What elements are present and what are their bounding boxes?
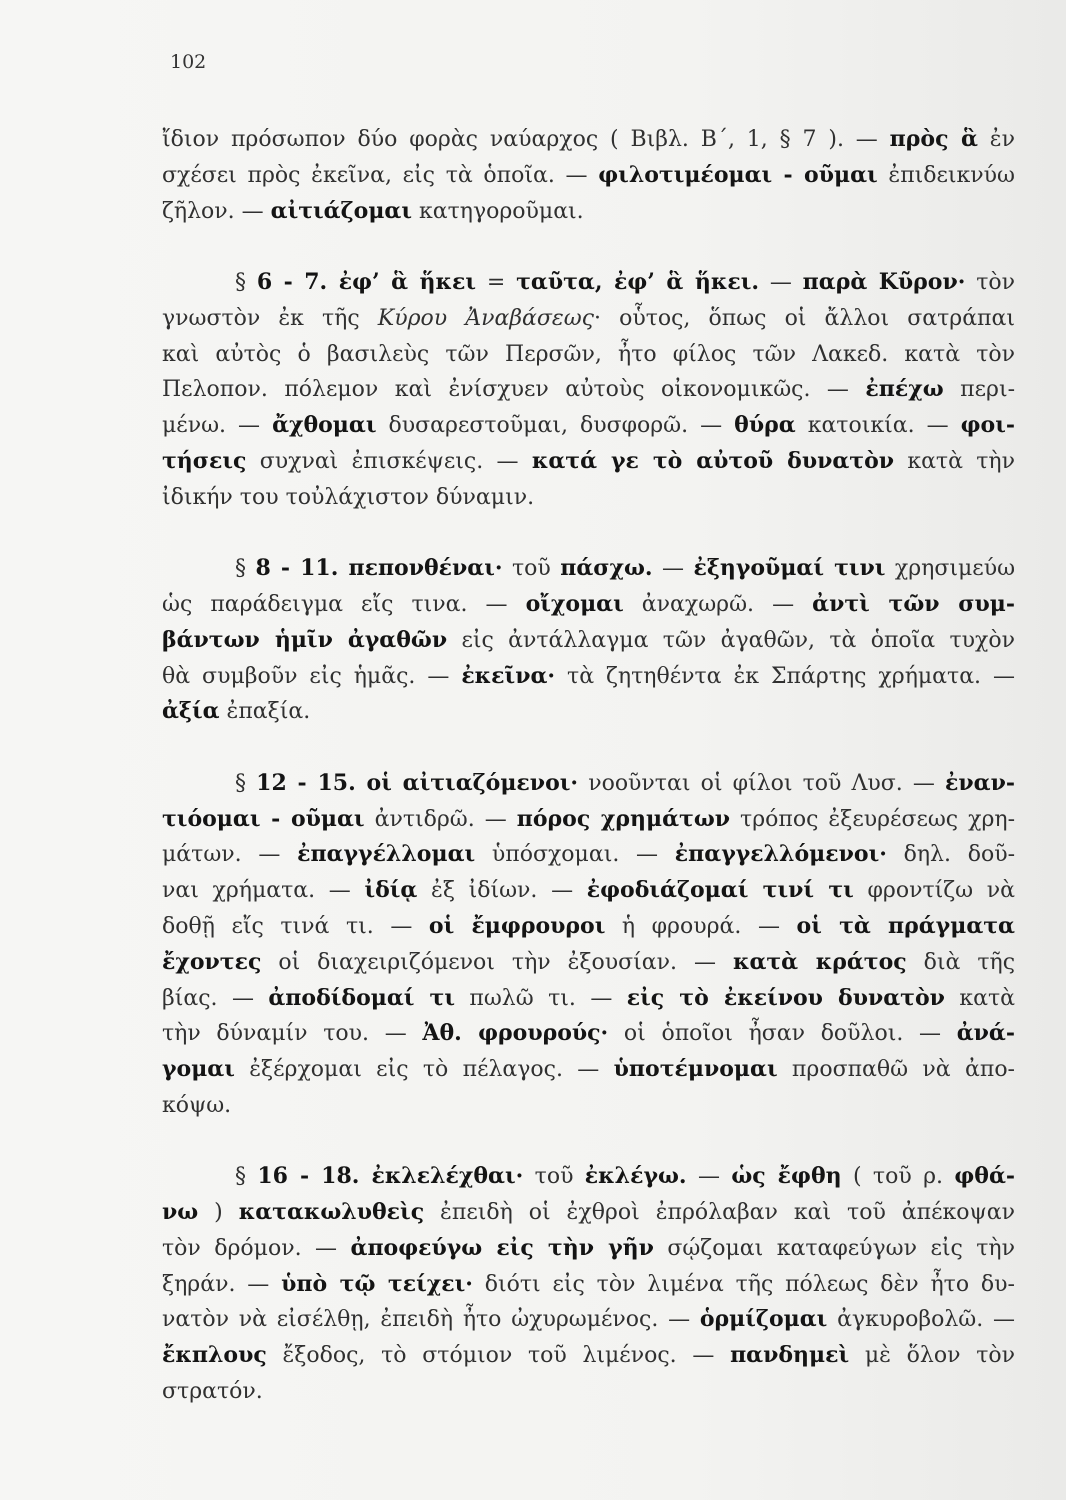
text-line	[162, 301, 1015, 337]
headword: ἐκεῖνα·	[461, 662, 556, 689]
commentary-text	[162, 122, 1015, 1410]
headword: ἀνά-	[956, 1020, 1015, 1047]
headword: φοι-	[960, 412, 1015, 439]
text-line	[162, 909, 1015, 945]
body-text: μάτων. —	[162, 842, 298, 868]
headword: εἰς τὸ ἐκείνου δυνατὸν	[626, 984, 945, 1011]
headword: ἔχοντες	[162, 948, 262, 975]
headword: πρὸς ἃ	[889, 126, 978, 152]
body-text: τρόπος ἐξευρέσεως χρη-	[730, 806, 1016, 832]
headword: γομαι	[162, 1056, 235, 1083]
body-text: ὡς παράδειγμα εἴς τινα. —	[162, 591, 526, 617]
text-line	[162, 122, 1015, 158]
headword: 12 - 15. οἱ αἰτιαζόμενοι·	[256, 769, 579, 796]
headword: πανδημεὶ	[730, 1342, 850, 1369]
body-text: Πελοπον. πόλεμον καὶ ἐνίσχυεν αὐτοὺς οἰκονομικῶς. —	[162, 377, 866, 403]
body-text: θὰ συμβοῦν εἰς ἡμᾶς. —	[162, 663, 462, 689]
text-line	[162, 1088, 1015, 1124]
headword: οἱ ἔμφρουροι	[428, 912, 606, 939]
body-text: ζῆλον. —	[162, 198, 271, 224]
headword: πάσχω.	[560, 555, 653, 582]
text-line	[162, 802, 1015, 838]
body-text: §	[235, 556, 256, 582]
headword: ὑποτέμνομαι	[613, 1056, 778, 1083]
body-text: τοῦ	[502, 556, 561, 582]
body-text: τοῦ	[523, 1164, 585, 1190]
book-title: Κύρου Ἀναβάσεως	[377, 305, 594, 331]
headword: ἐναν-	[945, 769, 1016, 796]
body-text: —	[686, 1164, 732, 1190]
commentary-section	[162, 766, 1015, 1124]
body-text: βίας. —	[162, 985, 269, 1011]
body-text: διότι εἰς τὸν λιμένα τῆς πόλεως δὲν ἦτο δυ-	[472, 1271, 1015, 1297]
headword: βάντων ἡμῖν ἀγαθῶν	[162, 626, 448, 653]
text-line	[162, 945, 1015, 981]
text-line	[162, 1159, 1015, 1195]
body-text: ἐν	[977, 127, 1015, 152]
text-line	[162, 1052, 1015, 1088]
body-text: συχναὶ ἐπισκέψεις. —	[246, 448, 532, 474]
body-text: τὴν δύναμίν του. —	[162, 1021, 423, 1047]
headword: ἐφοδιάζομαί τινί τι	[586, 877, 854, 904]
headword: νω	[162, 1199, 199, 1226]
body-text: προσπαθῶ νὰ ἀπο-	[777, 1057, 1015, 1083]
headword: ἐπαγγελλόμενοι·	[674, 841, 887, 868]
headword: ἐξηγοῦμαί τινι	[693, 555, 886, 582]
body-text: φροντίζω νὰ	[853, 878, 1016, 904]
body-text: πωλῶ τι. —	[454, 985, 627, 1011]
commentary-section	[162, 122, 1015, 229]
headword: φιλοτιμέομαι - οῦμαι	[598, 161, 878, 188]
text-line	[162, 194, 1015, 230]
text-line	[162, 837, 1015, 873]
body-text: —	[652, 556, 694, 582]
commentary-section	[162, 551, 1015, 730]
body-text: ἐπιδεικνύω	[877, 162, 1015, 188]
body-text: περι-	[943, 377, 1016, 403]
headword: ἐκλέγω.	[584, 1163, 687, 1190]
text-line	[162, 873, 1015, 909]
text-line	[162, 337, 1015, 373]
headword: ἀξία	[162, 698, 220, 725]
body-text: γνωστὸν ἐκ τῆς	[162, 305, 378, 331]
text-line	[162, 444, 1015, 480]
body-text: κατοικία. —	[795, 413, 961, 439]
headword: ἀποφεύγω εἰς τὴν γῆν	[350, 1234, 654, 1261]
text-line	[162, 766, 1015, 802]
text-line	[162, 587, 1015, 623]
headword: κατὰ κράτος	[732, 948, 907, 975]
body-text: τὰ ζητηθέντα ἐκ Σπάρτης χρήματα. —	[555, 663, 1016, 689]
body-text: ἐπαξία.	[219, 699, 311, 725]
body-text: οἱ ὁποῖοι ἦσαν δοῦλοι. —	[608, 1021, 957, 1047]
text-line	[162, 408, 1015, 444]
body-text: ἐπειδὴ οἱ ἐχθροὶ ἐπρόλαβαν καὶ τοῦ ἀπέκοψαν	[424, 1200, 1015, 1226]
body-text: )	[198, 1200, 239, 1226]
body-text: ναι χρήματα. —	[162, 878, 365, 904]
body-text: ἔξοδος, τὸ στόμιον τοῦ λιμένος. —	[266, 1343, 731, 1369]
body-text: τὸν	[965, 269, 1015, 295]
body-text: · οὗτος, ὅπως οἱ ἄλλοι σατράπαι	[594, 305, 1015, 331]
body-text: §	[235, 770, 257, 796]
headword: ἰδίᾳ	[364, 877, 418, 904]
body-text: χρησιμεύω	[885, 556, 1016, 582]
headword: 16 - 18. ἐκλελέχθαι·	[257, 1163, 524, 1190]
body-text: καὶ αὐτὸς ὁ βασιλεὺς τῶν Περσῶν, ἦτο φίλος τῶν Λακεδ. κατὰ τὸν	[162, 341, 1015, 367]
body-text: ἀντιδρῶ. —	[364, 806, 517, 832]
headword: αἰτιάζομαι	[270, 197, 412, 224]
body-text: κατὰ τὴν	[894, 448, 1015, 474]
body-text: ἐξ ἰδίων. —	[417, 878, 587, 904]
body-text: σχέσει πρὸς ἐκεῖνα, εἰς τὰ ὁποῖα. —	[162, 162, 599, 188]
headword: ἀποδίδομαί τι	[268, 984, 455, 1011]
headword: τιόομαι - οῦμαι	[162, 805, 365, 832]
headword: 8 - 11. πεπονθέναι·	[255, 555, 503, 582]
body-text: κατηγοροῦμαι.	[412, 198, 584, 224]
headword: παρὰ Κῦρον·	[802, 268, 966, 295]
body-text: κόψω.	[162, 1092, 232, 1118]
headword: ἔκπλους	[162, 1342, 267, 1369]
headword: 6 - 7. ἐφ’ ἃ ἥκει	[256, 268, 477, 295]
text-line	[162, 265, 1015, 301]
body-text: μὲ ὅλον τὸν	[849, 1343, 1015, 1369]
body-text: ( τοῦ ρ.	[841, 1164, 955, 1190]
text-line	[162, 623, 1015, 659]
text-line	[162, 1374, 1015, 1410]
headword: ὑπὸ τῷ τείχει·	[281, 1270, 473, 1297]
body-text: διὰ τῆς	[906, 949, 1016, 975]
headword: ἄχθομαι	[272, 412, 377, 439]
body-text: τὸν δρόμον. —	[162, 1235, 351, 1261]
body-text: σῴζομαι καταφεύγων εἰς τὴν	[653, 1235, 1015, 1261]
body-text: στρατόν.	[162, 1379, 263, 1405]
headword: ταῦτα, ἐφ’ ἃ ἥκει.	[516, 268, 760, 295]
headword: Ἀθ. φρουρούς·	[422, 1020, 609, 1047]
body-text: νατὸν νὰ εἰσέλθῃ, ἐπειδὴ ἦτο ὠχυρωμένος. —	[162, 1307, 700, 1333]
text-line	[162, 1338, 1015, 1374]
body-text: ἀναχωρῶ. —	[623, 591, 813, 617]
body-text: εἰς ἀντάλλαγμα τῶν ἀγαθῶν, τὰ ὁποῖα τυχὸν	[447, 627, 1015, 653]
headword: οἴχομαι	[525, 590, 624, 617]
headword: ὁρμίζομαι	[699, 1306, 828, 1333]
body-text: —	[759, 269, 803, 295]
text-line	[162, 551, 1015, 587]
body-text: =	[476, 269, 517, 295]
body-text: ἐξέρχομαι εἰς τὸ πέλαγος. —	[234, 1057, 614, 1083]
headword: οἱ τὰ πράγματα	[796, 912, 1015, 939]
headword: φθά-	[954, 1163, 1015, 1190]
headword: ἐπαγγέλλομαι	[297, 841, 476, 868]
headword: πόρος χρημάτων	[516, 805, 731, 832]
body-text: §	[235, 269, 257, 295]
body-text: §	[235, 1164, 258, 1190]
body-text: ὑπόσχομαι. —	[475, 842, 675, 868]
body-text: ξηράν. —	[162, 1271, 282, 1297]
body-text: κατὰ	[944, 985, 1015, 1011]
headword: θύρα	[734, 412, 796, 439]
body-text: ἰδικήν του τοὐλάχιστον δύναμιν.	[162, 484, 535, 510]
body-text: μένω. —	[162, 413, 273, 439]
body-text: δηλ. δοῦ-	[886, 842, 1015, 868]
headword: κατακωλυθεὶς	[238, 1199, 425, 1226]
body-text: νοοῦνται οἱ φίλοι τοῦ Λυσ. —	[578, 770, 946, 796]
text-line	[162, 659, 1015, 695]
body-text: ἡ φρουρά. —	[605, 913, 797, 939]
text-line	[162, 480, 1015, 516]
commentary-section	[162, 265, 1015, 516]
text-line	[162, 158, 1015, 194]
text-line	[162, 1267, 1015, 1303]
headword: κατά γε τὸ αὐτοῦ δυνατὸν	[531, 447, 895, 474]
headword: ἐπέχω	[865, 376, 944, 403]
headword: τήσεις	[162, 447, 247, 474]
body-text: ἀγκυροβολῶ. —	[827, 1307, 1015, 1333]
text-line	[162, 1302, 1015, 1338]
headword: ἀντὶ τῶν συμ-	[812, 590, 1015, 617]
body-text: δυσαρεστοῦμαι, δυσφορῶ. —	[376, 413, 735, 439]
text-line	[162, 1195, 1015, 1231]
text-line	[162, 1016, 1015, 1052]
body-text: δοθῇ εἴς τινά τι. —	[162, 913, 429, 939]
text-line	[162, 1231, 1015, 1267]
body-text: οἱ διαχειριζόμενοι τὴν ἐξουσίαν. —	[261, 949, 733, 975]
text-line	[162, 981, 1015, 1017]
commentary-section	[162, 1159, 1015, 1410]
page-number: 102	[170, 51, 207, 73]
body-text: ἴδιον πρόσωπον δύο φορὰς ναύαρχος ( Βιβλ. Β΄, 1, § 7 ). —	[162, 127, 890, 152]
text-line	[162, 694, 1015, 730]
headword: ὡς ἔφθη	[731, 1163, 842, 1190]
text-line	[162, 372, 1015, 408]
